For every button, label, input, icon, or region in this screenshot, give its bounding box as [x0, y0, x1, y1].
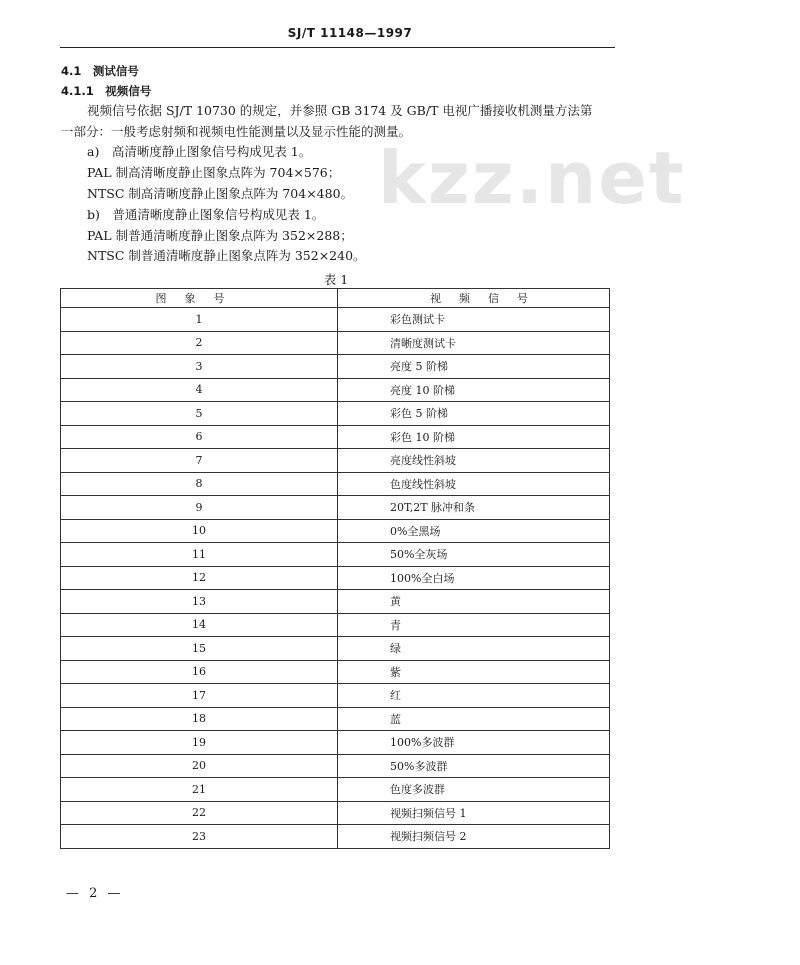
table-row: [61, 496, 610, 520]
image-number-cell: 11: [61, 543, 338, 567]
table-row: [61, 684, 610, 708]
image-number-cell: 5: [61, 402, 338, 426]
video-signal-cell: 视频扫频信号 1: [338, 801, 610, 825]
video-signal-cell: 蓝: [338, 707, 610, 731]
table-row: [61, 378, 610, 402]
item-a-ntsc: NTSC 制高清晰度静止图象点阵为 704×480。: [87, 186, 354, 201]
video-signal-cell: 100%多波群: [338, 731, 610, 755]
video-signal-cell: 50%全灰场: [338, 543, 610, 567]
header-divider: [60, 47, 615, 48]
image-number-cell: 19: [61, 731, 338, 755]
item-a-pal: PAL 制高清晰度静止图象点阵为 704×576；: [87, 165, 341, 180]
image-number-cell: 7: [61, 449, 338, 473]
table-row: [61, 472, 610, 496]
image-number-cell: 1: [61, 308, 338, 332]
image-number-cell: 4: [61, 378, 338, 402]
table-row: [61, 519, 610, 543]
table-row: [61, 637, 610, 661]
video-signal-cell: 红: [338, 684, 610, 708]
video-signal-cell: 亮度 10 阶梯: [338, 378, 610, 402]
video-signal-cell: 视频扫频信号 2: [338, 825, 610, 849]
image-number-cell: 2: [61, 331, 338, 355]
item-a: a) 高清晰度静止图象信号构成见表 1。: [87, 144, 312, 159]
image-number-cell: 3: [61, 355, 338, 379]
header-image-number: 图象号: [61, 289, 338, 308]
item-b: b) 普通清晰度静止图象信号构成见表 1。: [87, 207, 325, 222]
table-row: [61, 449, 610, 473]
image-number-cell: 17: [61, 684, 338, 708]
video-signal-cell: 20T,2T 脉冲和条: [338, 496, 610, 520]
table-row: [61, 613, 610, 637]
signal-table: [60, 288, 610, 849]
watermark: kzz.net: [378, 136, 686, 220]
image-number-cell: 8: [61, 472, 338, 496]
image-number-cell: 21: [61, 778, 338, 802]
item-b-pal: PAL 制普通清晰度静止图象点阵为 352×288；: [87, 228, 353, 243]
table-row: [61, 331, 610, 355]
item-b-ntsc: NTSC 制普通清晰度静止图象点阵为 352×240。: [87, 248, 366, 263]
image-number-cell: 6: [61, 425, 338, 449]
video-signal-cell: 0%全黑场: [338, 519, 610, 543]
paragraph-line-1: 视频信号依据 SJ/T 10730 的规定，并参照 GB 3174 及 GB/T 电视广播接收机测量方法第: [87, 103, 593, 118]
video-signal-cell: 清晰度测试卡: [338, 331, 610, 355]
image-number-cell: 18: [61, 707, 338, 731]
table-row: [61, 731, 610, 755]
image-number-cell: 20: [61, 754, 338, 778]
table-row: [61, 660, 610, 684]
image-number-cell: 9: [61, 496, 338, 520]
image-number-cell: 23: [61, 825, 338, 849]
table-row: [61, 308, 610, 332]
image-number-cell: 22: [61, 801, 338, 825]
section-heading-4-1-1: 4.1.1 视频信号: [61, 84, 152, 98]
standard-number: SJ/T 11148—1997: [287, 26, 413, 40]
header-video-signal: 视频信号: [338, 289, 610, 308]
paragraph-line-2: 一部分：一般考虑射频和视频电性能测量以及显示性能的测量。: [61, 124, 412, 139]
table-row: [61, 707, 610, 731]
video-signal-cell: 亮度线性斜坡: [338, 449, 610, 473]
video-signal-cell: 100%全白场: [338, 566, 610, 590]
image-number-cell: 13: [61, 590, 338, 614]
table-row: [61, 590, 610, 614]
table-row: [61, 402, 610, 426]
image-number-cell: 10: [61, 519, 338, 543]
section-heading-4-1: 4.1 测试信号: [61, 64, 139, 78]
video-signal-cell: 青: [338, 613, 610, 637]
page-number: — 2 —: [66, 886, 124, 901]
table-row: [61, 825, 610, 849]
video-signal-cell: 色度多波群: [338, 778, 610, 802]
image-number-cell: 15: [61, 637, 338, 661]
table-header-row: [61, 289, 610, 308]
image-number-cell: 14: [61, 613, 338, 637]
video-signal-cell: 彩色 10 阶梯: [338, 425, 610, 449]
table-row: [61, 543, 610, 567]
image-number-cell: 16: [61, 660, 338, 684]
image-number-cell: 12: [61, 566, 338, 590]
table-caption: 表 1: [323, 272, 349, 287]
table-row: [61, 355, 610, 379]
video-signal-cell: 黄: [338, 590, 610, 614]
video-signal-cell: 彩色 5 阶梯: [338, 402, 610, 426]
table-row: [61, 778, 610, 802]
video-signal-cell: 紫: [338, 660, 610, 684]
table-row: [61, 801, 610, 825]
video-signal-cell: 绿: [338, 637, 610, 661]
table-row: [61, 425, 610, 449]
video-signal-cell: 色度线性斜坡: [338, 472, 610, 496]
table-row: [61, 754, 610, 778]
video-signal-cell: 亮度 5 阶梯: [338, 355, 610, 379]
video-signal-cell: 50%多波群: [338, 754, 610, 778]
video-signal-cell: 彩色测试卡: [338, 308, 610, 332]
table-row: [61, 566, 610, 590]
